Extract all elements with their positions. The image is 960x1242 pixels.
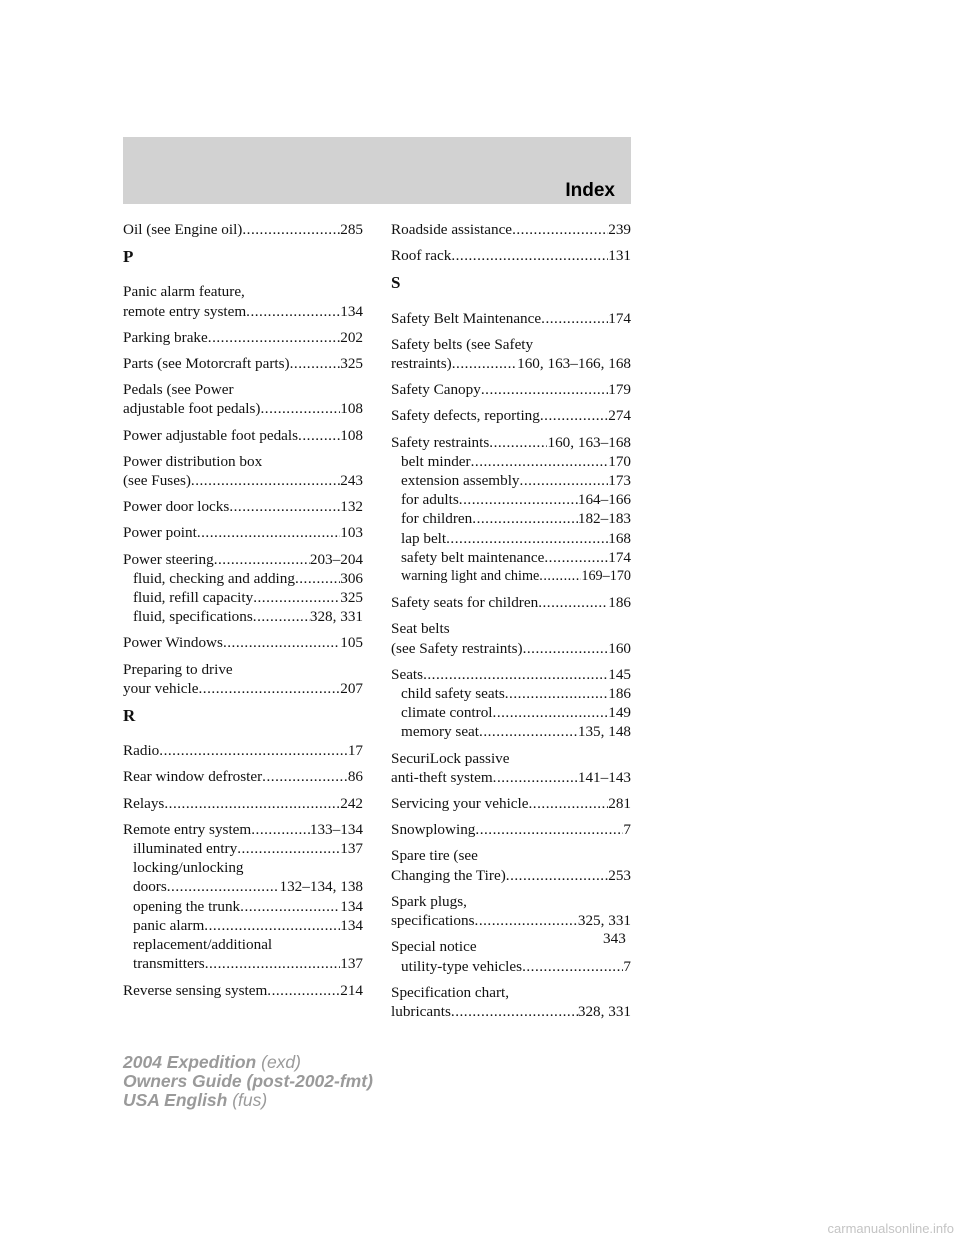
index-entry-line <box>123 497 363 516</box>
dot-leader <box>253 588 340 607</box>
dot-leader <box>475 911 578 930</box>
index-subentry-line <box>391 490 631 509</box>
index-term: Servicing your vehicle <box>391 795 529 813</box>
index-subentry-line <box>123 935 363 954</box>
dot-leader <box>451 1002 578 1021</box>
index-term: Spark plugs, <box>391 892 467 910</box>
index-entry <box>391 406 631 425</box>
index-term: Power adjustable foot pedals <box>123 426 299 444</box>
index-page-ref: 169–170 <box>581 568 631 585</box>
index-entry <box>391 846 631 884</box>
index-entry-line <box>391 639 631 658</box>
index-term: (see Safety restraints) <box>391 639 523 657</box>
footer-language: USA English <box>123 1090 228 1110</box>
dot-leader <box>167 877 280 896</box>
index-page-ref: 17 <box>347 742 363 760</box>
index-term: Safety Belt Maintenance <box>391 309 542 327</box>
index-page-ref: 325 <box>340 589 363 607</box>
index-page-ref: 214 <box>340 981 363 999</box>
index-term: fluid, specifications <box>133 608 253 626</box>
index-term: Snowplowing <box>391 821 476 839</box>
index-term: Roof rack <box>391 247 452 265</box>
dot-leader <box>267 981 340 1000</box>
dot-leader <box>540 406 608 425</box>
index-page-ref: 242 <box>340 794 363 812</box>
index-term: your vehicle <box>123 679 199 697</box>
dot-leader <box>290 354 341 373</box>
index-entry-line <box>123 471 363 490</box>
dot-leader <box>251 820 310 839</box>
index-term: fluid, checking and adding <box>133 569 295 587</box>
index-page-ref: 160, 163–166, 168 <box>517 355 631 373</box>
index-subentry-line <box>391 567 631 586</box>
dot-leader <box>544 548 608 567</box>
index-entry <box>391 593 631 612</box>
index-page-ref: 202 <box>340 328 363 346</box>
index-entry-line <box>391 911 631 930</box>
index-term: child safety seats <box>401 685 505 703</box>
index-entry <box>123 426 363 445</box>
index-page-ref: 137 <box>340 955 363 973</box>
index-page-ref: 160 <box>608 639 631 657</box>
index-subentry-line <box>123 588 363 607</box>
index-page-ref: 105 <box>340 634 363 652</box>
index-entry-line <box>123 328 363 347</box>
index-term: utility-type vehicles <box>401 957 523 975</box>
index-term: SecuriLock passive <box>391 749 510 767</box>
index-term: for children <box>401 510 473 528</box>
index-page-ref: 7 <box>623 821 631 839</box>
index-entry-line <box>123 633 363 652</box>
index-term: Safety belts (see Safety <box>391 335 534 353</box>
index-term: (see Fuses) <box>123 472 191 490</box>
index-entry-line <box>391 433 631 452</box>
index-term: Parts (see Motorcraft parts) <box>123 355 290 373</box>
dot-leader <box>295 569 340 588</box>
dot-leader <box>423 665 608 684</box>
index-section-letter: S <box>391 273 401 293</box>
index-entry-line <box>391 846 631 865</box>
dot-leader <box>191 471 340 490</box>
index-term: doors <box>133 878 167 896</box>
dot-leader <box>164 794 340 813</box>
index-term: Relays <box>123 794 165 812</box>
index-entry <box>123 523 363 542</box>
index-term: Power point <box>123 524 197 542</box>
index-page-ref: 328, 331 <box>577 1002 631 1020</box>
index-term: Preparing to drive <box>123 660 233 678</box>
index-term: Power steering <box>123 550 214 568</box>
index-entry <box>123 981 363 1000</box>
index-page-ref: 108 <box>340 400 363 418</box>
index-page-ref: 160, 163–168 <box>547 433 631 451</box>
index-page-ref: 281 <box>608 795 631 813</box>
index-page-ref: 137 <box>340 840 363 858</box>
index-page-ref: 239 <box>608 221 631 238</box>
dot-leader <box>242 220 340 239</box>
dot-leader <box>505 684 608 703</box>
index-term: Power Windows <box>123 634 223 652</box>
index-term: extension assembly <box>401 472 520 490</box>
index-section-letter: R <box>123 706 136 726</box>
index-term: Roadside assistance <box>391 221 513 238</box>
index-subentry-line <box>123 897 363 916</box>
index-page-ref: 186 <box>608 685 631 703</box>
index-term: Oil (see Engine oil) <box>123 221 243 238</box>
dot-leader <box>199 679 341 698</box>
index-page-ref: 325, 331 <box>577 912 631 930</box>
index-page-ref: 285 <box>340 221 363 238</box>
index-entry-line <box>391 768 631 787</box>
index-term: climate control <box>401 704 493 722</box>
index-term: Power distribution box <box>123 452 263 470</box>
index-entry-line <box>391 406 631 425</box>
index-entry <box>391 794 631 813</box>
index-term: locking/unlocking <box>133 859 244 877</box>
dot-leader <box>446 529 608 548</box>
dot-leader <box>204 916 340 935</box>
index-entry-line <box>123 660 363 679</box>
index-entry-line <box>391 983 631 1002</box>
index-entry <box>123 452 363 490</box>
index-term: Seat belts <box>391 620 450 638</box>
index-entry-line <box>123 220 363 239</box>
index-term: Changing the Tire) <box>391 866 506 884</box>
index-entry-line <box>391 354 631 373</box>
index-term: opening the trunk <box>133 897 241 915</box>
index-entry-line <box>123 794 363 813</box>
dot-leader <box>452 354 517 373</box>
index-page-ref: 132 <box>340 498 363 516</box>
index-subentry-line <box>391 957 631 976</box>
footer-language-code: (fus) <box>232 1090 268 1110</box>
dot-leader <box>541 309 608 328</box>
index-term: lubricants <box>391 1002 451 1020</box>
footer-guide: Owners Guide (post-2002-fmt) <box>123 1071 373 1091</box>
index-entry-line <box>123 820 363 839</box>
index-page-ref: 135, 148 <box>577 723 631 741</box>
index-subentry-line <box>391 471 631 490</box>
index-entry <box>391 309 631 328</box>
dot-leader <box>489 433 547 452</box>
dot-leader <box>479 722 578 741</box>
index-term: Safety seats for children <box>391 594 539 612</box>
index-page-ref: 134 <box>340 897 363 915</box>
index-entry-line <box>123 282 363 301</box>
dot-leader <box>471 452 609 471</box>
index-subentry-line <box>391 684 631 703</box>
index-page-ref: 274 <box>608 407 631 425</box>
index-entry <box>123 741 363 760</box>
index-entry-line <box>123 981 363 1000</box>
dot-leader <box>539 567 581 586</box>
index-term: transmitters <box>133 955 205 973</box>
index-subentry-line <box>391 548 631 567</box>
dot-leader <box>159 741 348 760</box>
index-page-ref: 325 <box>340 355 363 373</box>
index-entry-line <box>123 399 363 418</box>
index-entry <box>391 220 631 239</box>
index-entry <box>391 665 631 742</box>
page-title: Index <box>565 180 615 201</box>
index-term: remote entry system <box>123 302 247 320</box>
index-page-ref: 328, 331 <box>309 608 363 626</box>
index-page-ref: 174 <box>608 309 631 327</box>
dot-leader <box>522 957 623 976</box>
index-entry <box>391 433 631 587</box>
index-subentry-line <box>391 529 631 548</box>
index-page-ref: 203–204 <box>309 550 363 568</box>
watermark: carmanualsonline.info <box>827 1221 954 1236</box>
dot-leader <box>472 509 578 528</box>
index-page-ref: 132–134, 138 <box>279 878 363 896</box>
index-subentry-line <box>391 509 631 528</box>
index-column-left <box>123 220 363 1007</box>
index-term: Rear window defroster <box>123 768 263 786</box>
index-page-ref: 86 <box>347 768 363 786</box>
index-page-ref: 253 <box>608 866 631 884</box>
index-entry <box>391 983 631 1021</box>
dot-leader <box>246 302 340 321</box>
dot-leader <box>214 550 310 569</box>
index-entry-line <box>123 380 363 399</box>
index-subentry-line <box>123 877 363 896</box>
index-page-ref: 186 <box>608 594 631 612</box>
index-entry-line <box>391 593 631 612</box>
index-page-ref: 170 <box>608 452 631 470</box>
index-entry <box>123 497 363 516</box>
index-term: Parking brake <box>123 328 208 346</box>
index-entry <box>391 749 631 787</box>
dot-leader <box>223 633 340 652</box>
index-entry <box>123 220 363 239</box>
index-page-ref: 133–134 <box>309 820 363 838</box>
index-entry-line <box>391 246 631 265</box>
index-term: panic alarm <box>133 916 205 934</box>
index-term: restraints) <box>391 355 452 373</box>
index-subentry-line <box>123 607 363 626</box>
index-page-ref: 174 <box>608 548 631 566</box>
index-column-right <box>391 220 631 1028</box>
index-entry <box>391 246 631 265</box>
dot-leader <box>261 399 341 418</box>
index-entry <box>391 619 631 657</box>
index-term: Power door locks <box>123 498 230 516</box>
index-entry <box>391 937 631 975</box>
index-entry-line <box>123 452 363 471</box>
dot-leader <box>523 639 609 658</box>
index-section-letter: P <box>123 247 134 267</box>
index-entry <box>123 660 363 698</box>
index-entry <box>123 328 363 347</box>
dot-leader <box>451 246 608 265</box>
index-entry-line <box>391 1002 631 1021</box>
index-page-ref: 145 <box>608 665 631 683</box>
dot-leader <box>512 220 608 239</box>
index-page-ref: 173 <box>608 472 631 490</box>
index-entry-line <box>123 767 363 786</box>
index-entry <box>123 380 363 418</box>
index-term: fluid, refill capacity <box>133 589 254 607</box>
index-page-ref: 168 <box>608 529 631 547</box>
index-term: Pedals (see Power <box>123 381 234 399</box>
index-term: illuminated entry <box>133 840 238 858</box>
dot-leader <box>493 703 609 722</box>
index-entry-line <box>391 937 631 956</box>
index-entry-line <box>391 665 631 684</box>
dot-leader <box>459 490 578 509</box>
index-term: Safety Canopy <box>391 381 481 399</box>
index-term: Safety defects, reporting <box>391 407 540 425</box>
index-entry-line <box>123 354 363 373</box>
dot-leader <box>529 794 609 813</box>
index-entry-line <box>391 820 631 839</box>
index-entry <box>391 820 631 839</box>
index-subentry-line <box>391 722 631 741</box>
dot-leader <box>520 471 609 490</box>
footer-model-code: (exd) <box>261 1052 301 1072</box>
index-term: memory seat <box>401 723 480 741</box>
index-entry-line <box>391 892 631 911</box>
index-term: specifications <box>391 912 475 930</box>
index-entry <box>391 892 631 930</box>
index-entry-line <box>123 741 363 760</box>
index-subentry-line <box>123 569 363 588</box>
index-entry <box>391 335 631 373</box>
index-term: Specification chart, <box>391 983 510 1001</box>
index-term: Remote entry system <box>123 820 252 838</box>
dot-leader <box>229 497 340 516</box>
index-subentry-line <box>123 954 363 973</box>
index-entry <box>123 550 363 627</box>
dot-leader <box>262 767 348 786</box>
dot-leader <box>538 593 608 612</box>
index-term: Special notice <box>391 938 477 956</box>
index-entry <box>123 282 363 320</box>
index-page-ref: 108 <box>340 426 363 444</box>
index-term: anti-theft system <box>391 768 493 786</box>
index-page-ref: 164–166 <box>577 491 631 509</box>
index-entry-line <box>391 794 631 813</box>
index-page-ref: 179 <box>608 381 631 399</box>
index-term: Reverse sensing system <box>123 981 268 999</box>
dot-leader <box>493 768 578 787</box>
index-term: safety belt maintenance <box>401 548 545 566</box>
index-entry-line <box>123 523 363 542</box>
index-term: lap belt <box>401 529 447 547</box>
index-subentry-line <box>391 703 631 722</box>
index-entry <box>391 380 631 399</box>
footer-model: 2004 Expedition <box>123 1052 257 1072</box>
index-page-ref: 207 <box>340 679 363 697</box>
index-subentry-line <box>123 858 363 877</box>
index-entry-line <box>391 866 631 885</box>
index-page-ref: 103 <box>340 524 363 542</box>
index-entry <box>123 794 363 813</box>
index-page-ref: 7 <box>623 957 631 975</box>
index-entry-line <box>391 220 631 239</box>
index-entry-line <box>123 426 363 445</box>
index-term: Spare tire (see <box>391 847 478 865</box>
index-entry-line <box>123 679 363 698</box>
index-subentry-line <box>391 452 631 471</box>
index-term: Panic alarm feature, <box>123 283 245 301</box>
index-entry-line <box>391 309 631 328</box>
dot-leader <box>506 866 608 885</box>
dot-leader <box>481 380 608 399</box>
index-entry <box>123 820 363 974</box>
index-page-ref: 141–143 <box>577 768 631 786</box>
dot-leader <box>197 523 340 542</box>
index-page-ref: 149 <box>608 704 631 722</box>
index-term: Safety restraints <box>391 433 490 451</box>
index-entry-line <box>391 749 631 768</box>
dot-leader <box>253 607 310 626</box>
dot-leader <box>475 820 623 839</box>
index-term: Radio <box>123 742 160 760</box>
index-term: for adults <box>401 491 459 509</box>
index-subentry-line <box>123 916 363 935</box>
index-page-ref: 243 <box>340 472 363 490</box>
page-number: 343 <box>603 930 626 947</box>
index-entry <box>123 633 363 652</box>
document-footer <box>123 1053 373 1110</box>
index-page-ref: 182–183 <box>577 510 631 528</box>
index-entry-line <box>391 335 631 354</box>
index-entry <box>123 354 363 373</box>
index-page-ref: 134 <box>340 302 363 320</box>
index-entry-line <box>123 302 363 321</box>
index-entry <box>123 767 363 786</box>
index-entry-line <box>123 550 363 569</box>
index-entry-line <box>391 619 631 638</box>
index-term: warning light and chime <box>401 568 540 585</box>
index-page-ref: 131 <box>608 247 631 265</box>
dot-leader <box>298 426 340 445</box>
index-term: replacement/additional <box>133 936 273 954</box>
dot-leader <box>240 897 340 916</box>
header-band <box>123 137 631 204</box>
index-term: adjustable foot pedals) <box>123 400 261 418</box>
dot-leader <box>205 954 341 973</box>
index-entry-line <box>391 380 631 399</box>
index-subentry-line <box>123 839 363 858</box>
index-term: Seats <box>391 665 424 683</box>
index-page-ref: 306 <box>340 569 363 587</box>
index-page-ref: 134 <box>340 916 363 934</box>
dot-leader <box>208 328 340 347</box>
index-term: belt minder <box>401 452 471 470</box>
dot-leader <box>237 839 340 858</box>
